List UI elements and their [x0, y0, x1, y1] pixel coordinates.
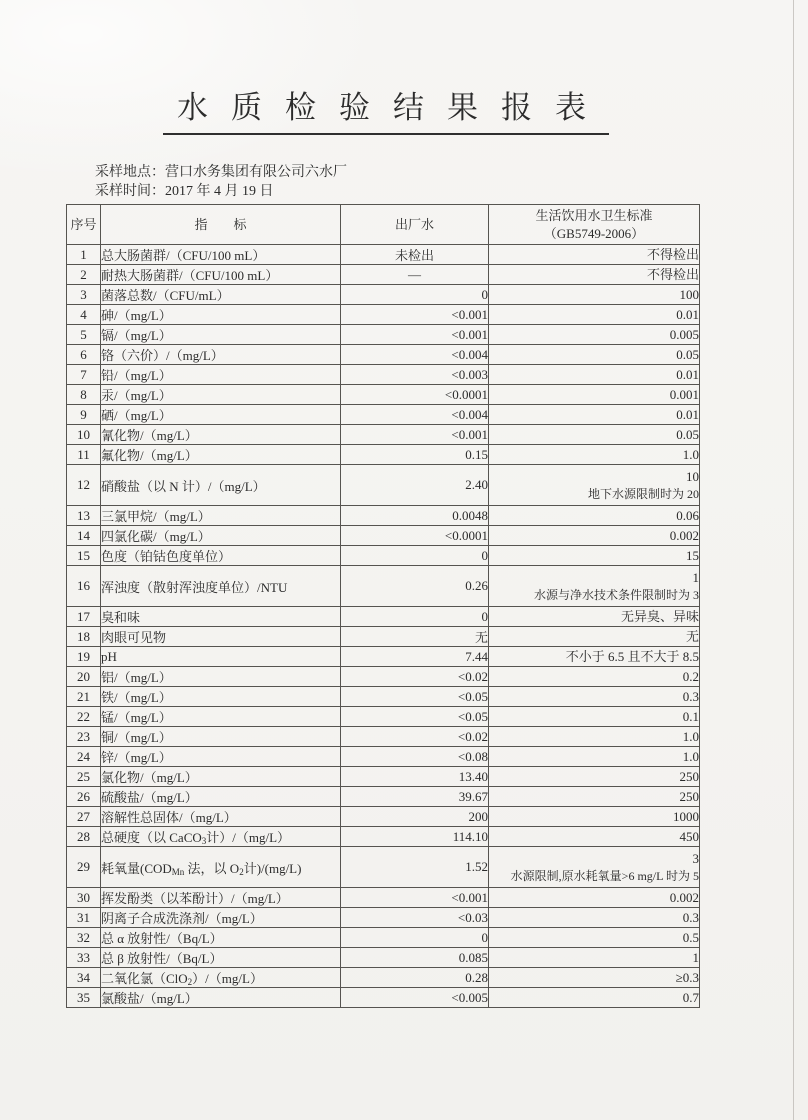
standard-cell: [489, 888, 700, 908]
outlet-value: 0: [341, 285, 489, 305]
row-number: 33: [67, 948, 101, 968]
indicator-cell: 硝酸盐（以 N 计）/（mg/L）: [101, 465, 341, 506]
document-title: [0, 82, 772, 135]
standard-limit: ≥0.3: [675, 969, 699, 985]
indicator-cell: 铅/（mg/L）: [101, 365, 341, 385]
standard-cell: [489, 305, 700, 325]
standard-limit: 250: [679, 788, 699, 804]
outlet-value: 2.40: [341, 465, 489, 506]
sampling-location-label: 采样地点：: [95, 165, 165, 180]
standard-cell: [489, 727, 700, 747]
outlet-value: 0.085: [341, 948, 489, 968]
outlet-value: —: [341, 265, 489, 285]
table-row: [67, 968, 700, 988]
indicator-cell: 氯酸盐/（mg/L）: [101, 988, 341, 1008]
outlet-value: <0.001: [341, 425, 489, 445]
standard-limit: 0.3: [682, 909, 699, 925]
table-row: [67, 465, 700, 506]
standard-cell: [489, 445, 700, 465]
row-number: 13: [67, 506, 101, 526]
row-number: 10: [67, 425, 101, 445]
standard-limit: 0.01: [676, 306, 699, 322]
row-number: 25: [67, 767, 101, 787]
standard-cell: [489, 988, 700, 1008]
sampling-location-value: 营口水务集团有限公司六水厂: [165, 165, 347, 180]
header-standard-line2: （GB5749-2006）: [543, 225, 645, 241]
row-number: 35: [67, 988, 101, 1008]
standard-cell: [489, 928, 700, 948]
header-outlet: 出厂水: [341, 205, 489, 245]
outlet-value: <0.001: [341, 325, 489, 345]
outlet-value: <0.02: [341, 667, 489, 687]
indicator-cell: 肉眼可见物: [101, 627, 341, 647]
standard-note: 地下水源限制时为 20: [587, 486, 699, 501]
indicator-cell: 锰/（mg/L）: [101, 707, 341, 727]
standard-cell: [489, 948, 700, 968]
outlet-value: 0.26: [341, 566, 489, 607]
standard-cell: [489, 968, 700, 988]
standard-cell: [489, 325, 700, 345]
table-row: [67, 807, 700, 827]
outlet-value: <0.001: [341, 305, 489, 325]
table-row: [67, 928, 700, 948]
standard-note: 水源与净水技术条件限制时为 3: [533, 587, 699, 602]
table-row: [67, 526, 700, 546]
standard-cell: [489, 265, 700, 285]
table-row: [67, 285, 700, 305]
row-number: 19: [67, 647, 101, 667]
standard-limit: 0.06: [676, 507, 699, 523]
row-number: 5: [67, 325, 101, 345]
row-number: 1: [67, 245, 101, 265]
standard-cell: [489, 827, 700, 847]
indicator-cell: 浑浊度（散射浑浊度单位）/NTU: [101, 566, 341, 607]
outlet-value: <0.05: [341, 707, 489, 727]
indicator-cell: 溶解性总固体/（mg/L）: [101, 807, 341, 827]
standard-limit: 0.5: [682, 929, 699, 945]
table-row: [67, 506, 700, 526]
outlet-value: 0.0048: [341, 506, 489, 526]
standard-cell: [489, 465, 700, 506]
indicator-cell: 铜/（mg/L）: [101, 727, 341, 747]
standard-limit: 不得检出: [646, 246, 699, 262]
outlet-value: 39.67: [341, 787, 489, 807]
row-number: 24: [67, 747, 101, 767]
row-number: 6: [67, 345, 101, 365]
standard-cell: [489, 546, 700, 566]
table-row: [67, 847, 700, 888]
indicator-cell: 氰化物/（mg/L）: [101, 425, 341, 445]
outlet-value: 0: [341, 607, 489, 627]
outlet-value: 无: [341, 627, 489, 647]
row-number: 28: [67, 827, 101, 847]
page-title: 水质检验结果报表: [163, 82, 609, 135]
row-number: 20: [67, 667, 101, 687]
table-row: [67, 747, 700, 767]
row-number: 11: [67, 445, 101, 465]
indicator-cell: 臭和味: [101, 607, 341, 627]
indicator-cell: 硫酸盐/（mg/L）: [101, 787, 341, 807]
row-number: 22: [67, 707, 101, 727]
outlet-value: 0: [341, 928, 489, 948]
table-row: [67, 707, 700, 727]
row-number: 2: [67, 265, 101, 285]
standard-limit: 0.002: [669, 527, 699, 543]
outlet-value: <0.0001: [341, 526, 489, 546]
standard-cell: [489, 345, 700, 365]
standard-cell: [489, 687, 700, 707]
outlet-value: <0.03: [341, 908, 489, 928]
row-number: 21: [67, 687, 101, 707]
table-row: [67, 365, 700, 385]
indicator-cell: 铁/（mg/L）: [101, 687, 341, 707]
standard-limit: 0.1: [682, 708, 699, 724]
standard-limit: 1.0: [682, 446, 699, 462]
standard-cell: [489, 365, 700, 385]
outlet-value: 0.28: [341, 968, 489, 988]
standard-cell: [489, 847, 700, 888]
table-row: [67, 827, 700, 847]
outlet-value: <0.004: [341, 345, 489, 365]
table-row: [67, 727, 700, 747]
header-indicator: 指 标: [101, 205, 341, 245]
row-number: 8: [67, 385, 101, 405]
row-number: 12: [67, 465, 101, 506]
standard-limit: 1.0: [682, 728, 699, 744]
standard-limit: 0.01: [676, 406, 699, 422]
indicator-cell: 耗氧量($COD_{Mn}$ 法，以 $O_2$计)/(mg/L): [101, 847, 341, 888]
table-row: [67, 305, 700, 325]
standard-limit: 1000: [673, 808, 699, 824]
results-table: [66, 204, 700, 1008]
standard-cell: [489, 285, 700, 305]
outlet-value: <0.02: [341, 727, 489, 747]
row-number: 23: [67, 727, 101, 747]
standard-cell: [489, 566, 700, 607]
standard-cell: [489, 807, 700, 827]
table-row: [67, 667, 700, 687]
table-row: [67, 988, 700, 1008]
row-number: 29: [67, 847, 101, 888]
table-row: [67, 948, 700, 968]
outlet-value: <0.05: [341, 687, 489, 707]
outlet-value: <0.005: [341, 988, 489, 1008]
standard-cell: [489, 607, 700, 627]
table-row: [67, 627, 700, 647]
standard-limit: 0.002: [669, 889, 699, 905]
row-number: 27: [67, 807, 101, 827]
standard-limit: 不得检出: [646, 266, 699, 282]
table-row: [67, 425, 700, 445]
standard-limit: 100: [679, 286, 699, 302]
sampling-time-label: 采样时间：: [95, 184, 165, 199]
scan-edge-line: [793, 0, 794, 1120]
indicator-cell: 总大肠菌群/（CFU/100 mL）: [101, 245, 341, 265]
table-row: [67, 245, 700, 265]
standard-cell: [489, 647, 700, 667]
table-row: [67, 908, 700, 928]
table-row: [67, 405, 700, 425]
indicator-cell: 耐热大肠菌群/（CFU/100 mL）: [101, 265, 341, 285]
table-row: [67, 607, 700, 627]
standard-cell: [489, 405, 700, 425]
sampling-time-value: 2017 年 4 月 19 日: [165, 184, 274, 199]
indicator-cell: 总硬度（以 CaCO$_3$计）/（mg/L）: [101, 827, 341, 847]
table-row: [67, 687, 700, 707]
standard-cell: [489, 707, 700, 727]
outlet-value: 7.44: [341, 647, 489, 667]
row-number: 7: [67, 365, 101, 385]
outlet-value: <0.08: [341, 747, 489, 767]
sampling-info: [95, 163, 347, 201]
row-number: 31: [67, 908, 101, 928]
table-row: [67, 787, 700, 807]
standard-limit: 0.05: [676, 346, 699, 362]
table-row: [67, 566, 700, 607]
row-number: 34: [67, 968, 101, 988]
standard-limit: 无异臭、异味: [620, 608, 699, 624]
table-row: [67, 325, 700, 345]
indicator-cell: 四氯化碳/（mg/L）: [101, 526, 341, 546]
table-header-row: [67, 205, 700, 245]
standard-limit: 无: [685, 628, 699, 644]
indicator-cell: 三氯甲烷/（mg/L）: [101, 506, 341, 526]
table-row: [67, 647, 700, 667]
indicator-cell: 铝/（mg/L）: [101, 667, 341, 687]
standard-limit: 不小于 6.5 且不大于 8.5: [565, 648, 699, 664]
standard-limit: 0.001: [669, 386, 699, 402]
outlet-value: <0.0001: [341, 385, 489, 405]
indicator-cell: 氟化物/（mg/L）: [101, 445, 341, 465]
row-number: 4: [67, 305, 101, 325]
standard-limit: 1: [692, 569, 699, 585]
standard-limit: 1: [692, 949, 699, 965]
sampling-location: [95, 163, 347, 182]
table-row: [67, 265, 700, 285]
standard-limit: 0.7: [682, 989, 699, 1005]
standard-cell: [489, 245, 700, 265]
table-row: [67, 345, 700, 365]
row-number: 30: [67, 888, 101, 908]
indicator-cell: 二氧化氯（ClO$_2$）/（mg/L）: [101, 968, 341, 988]
indicator-cell: 镉/（mg/L）: [101, 325, 341, 345]
standard-cell: [489, 526, 700, 546]
outlet-value: 200: [341, 807, 489, 827]
table-row: [67, 888, 700, 908]
table-row: [67, 445, 700, 465]
indicator-cell: 氯化物/（mg/L）: [101, 767, 341, 787]
outlet-value: <0.004: [341, 405, 489, 425]
standard-limit: 250: [679, 768, 699, 784]
standard-cell: [489, 627, 700, 647]
indicator-cell: 总 α 放射性/（Bq/L）: [101, 928, 341, 948]
row-number: 18: [67, 627, 101, 647]
indicator-cell: 菌落总数/（CFU/mL）: [101, 285, 341, 305]
row-number: 26: [67, 787, 101, 807]
standard-limit: 0.3: [682, 688, 699, 704]
sampling-time: [95, 182, 347, 201]
standard-cell: [489, 425, 700, 445]
standard-limit: 0.05: [676, 426, 699, 442]
standard-note: 水源限制,原水耗氧量>6 mg/L 时为 5: [510, 868, 699, 883]
outlet-value: 0: [341, 546, 489, 566]
indicator-cell: 总 β 放射性/（Bq/L）: [101, 948, 341, 968]
outlet-value: 1.52: [341, 847, 489, 888]
standard-cell: [489, 908, 700, 928]
outlet-value: <0.003: [341, 365, 489, 385]
standard-limit: 450: [679, 828, 699, 844]
standard-limit: 1.0: [682, 748, 699, 764]
indicator-cell: 铬（六价）/（mg/L）: [101, 345, 341, 365]
table-row: [67, 546, 700, 566]
table-row: [67, 385, 700, 405]
indicator-cell: pH: [101, 647, 341, 667]
standard-cell: [489, 787, 700, 807]
outlet-value: 13.40: [341, 767, 489, 787]
standard-cell: [489, 747, 700, 767]
standard-limit: 0.005: [669, 326, 699, 342]
row-number: 16: [67, 566, 101, 607]
standard-limit: 3: [692, 850, 699, 866]
header-no: 序号: [67, 205, 101, 245]
indicator-cell: 阴离子合成洗涤剂/（mg/L）: [101, 908, 341, 928]
standard-limit: 0.2: [682, 668, 699, 684]
indicator-cell: 挥发酚类（以苯酚计）/（mg/L）: [101, 888, 341, 908]
row-number: 15: [67, 546, 101, 566]
indicator-cell: 汞/（mg/L）: [101, 385, 341, 405]
row-number: 14: [67, 526, 101, 546]
outlet-value: 未检出: [341, 245, 489, 265]
standard-cell: [489, 767, 700, 787]
indicator-cell: 硒/（mg/L）: [101, 405, 341, 425]
row-number: 32: [67, 928, 101, 948]
outlet-value: 114.10: [341, 827, 489, 847]
header-standard: [489, 205, 700, 245]
standard-cell: [489, 506, 700, 526]
row-number: 17: [67, 607, 101, 627]
results-table-body: [67, 245, 700, 1008]
outlet-value: 0.15: [341, 445, 489, 465]
row-number: 3: [67, 285, 101, 305]
indicator-cell: 色度（铂钴色度单位）: [101, 546, 341, 566]
row-number: 9: [67, 405, 101, 425]
standard-cell: [489, 385, 700, 405]
indicator-cell: 砷/（mg/L）: [101, 305, 341, 325]
outlet-value: <0.001: [341, 888, 489, 908]
header-standard-line1: 生活饮用水卫生标准: [535, 207, 653, 223]
standard-cell: [489, 667, 700, 687]
standard-limit: 0.01: [676, 366, 699, 382]
standard-limit: 15: [686, 547, 699, 563]
standard-limit: 10: [686, 468, 699, 484]
table-row: [67, 767, 700, 787]
indicator-cell: 锌/（mg/L）: [101, 747, 341, 767]
